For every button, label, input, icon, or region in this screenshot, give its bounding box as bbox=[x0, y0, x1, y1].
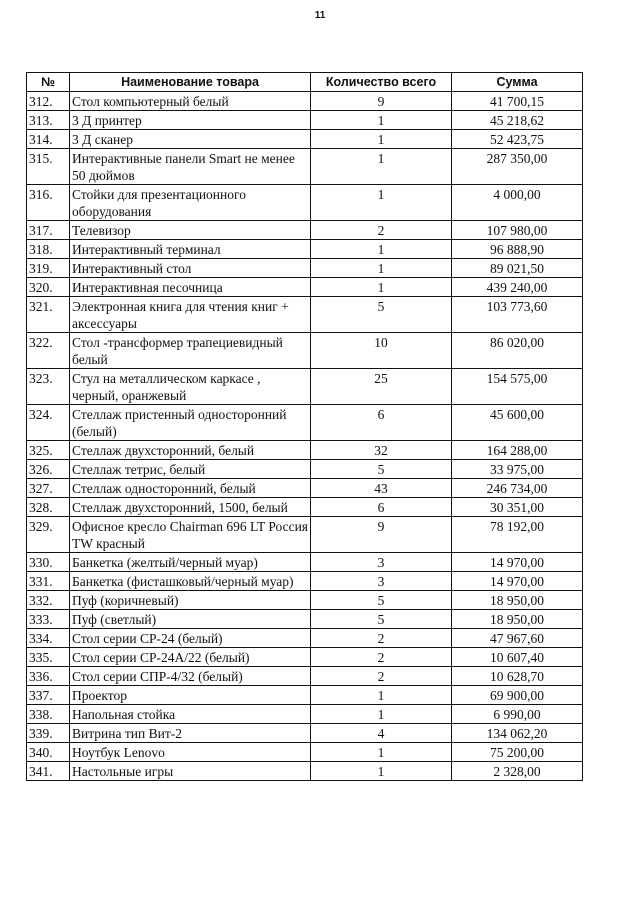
page-number: 11 bbox=[314, 10, 326, 21]
row-quantity: 5 bbox=[311, 591, 452, 610]
row-number: 336. bbox=[27, 667, 70, 686]
table-row bbox=[27, 517, 583, 553]
row-product-name: Электронная книга для чтения книг + аксессуары bbox=[70, 297, 311, 333]
row-product-name: Проектор bbox=[70, 686, 311, 705]
row-product-name: Стойки для презентационного оборудования bbox=[70, 185, 311, 221]
table-row bbox=[27, 743, 583, 762]
table-body bbox=[27, 92, 583, 781]
row-number: 333. bbox=[27, 610, 70, 629]
row-product-name: Стол серии СПР-4/32 (белый) bbox=[70, 667, 311, 686]
table-row bbox=[27, 92, 583, 111]
row-product-name: Стол -трансформер трапециевидный белый bbox=[70, 333, 311, 369]
row-quantity: 43 bbox=[311, 479, 452, 498]
row-quantity: 1 bbox=[311, 705, 452, 724]
row-number: 323. bbox=[27, 369, 70, 405]
row-product-name: 3 Д сканер bbox=[70, 130, 311, 149]
inventory-table bbox=[26, 72, 583, 781]
row-sum: 45 600,00 bbox=[452, 405, 583, 441]
row-sum: 14 970,00 bbox=[452, 553, 583, 572]
row-product-name: Стол серии СР-24А/22 (белый) bbox=[70, 648, 311, 667]
table-row bbox=[27, 629, 583, 648]
row-product-name: Ноутбук Lenovo bbox=[70, 743, 311, 762]
table-row bbox=[27, 185, 583, 221]
row-product-name: Стол серии СР-24 (белый) bbox=[70, 629, 311, 648]
row-sum: 86 020,00 bbox=[452, 333, 583, 369]
row-quantity: 1 bbox=[311, 185, 452, 221]
row-number: 339. bbox=[27, 724, 70, 743]
row-sum: 30 351,00 bbox=[452, 498, 583, 517]
row-quantity: 3 bbox=[311, 553, 452, 572]
row-quantity: 5 bbox=[311, 460, 452, 479]
row-product-name: Стеллаж пристенный односторонний (белый) bbox=[70, 405, 311, 441]
row-quantity: 2 bbox=[311, 629, 452, 648]
table-row bbox=[27, 498, 583, 517]
row-quantity: 1 bbox=[311, 130, 452, 149]
table-row bbox=[27, 369, 583, 405]
header-number: № bbox=[27, 73, 70, 92]
row-sum: 439 240,00 bbox=[452, 278, 583, 297]
header-product-name: Наименование товара bbox=[70, 73, 311, 92]
table-row bbox=[27, 333, 583, 369]
table-row bbox=[27, 221, 583, 240]
table-row bbox=[27, 460, 583, 479]
table-row bbox=[27, 648, 583, 667]
row-product-name: Стеллаж тетрис, белый bbox=[70, 460, 311, 479]
row-product-name: Интерактивный стол bbox=[70, 259, 311, 278]
row-number: 338. bbox=[27, 705, 70, 724]
row-sum: 103 773,60 bbox=[452, 297, 583, 333]
row-product-name: Интерактивные панели Smart не менее 50 дюймов bbox=[70, 149, 311, 185]
row-product-name: Настольные игры bbox=[70, 762, 311, 781]
table-header-row bbox=[27, 73, 583, 92]
table-row bbox=[27, 553, 583, 572]
table-row bbox=[27, 240, 583, 259]
row-sum: 134 062,20 bbox=[452, 724, 583, 743]
table-row bbox=[27, 686, 583, 705]
row-quantity: 1 bbox=[311, 240, 452, 259]
row-sum: 18 950,00 bbox=[452, 610, 583, 629]
table-row bbox=[27, 610, 583, 629]
row-product-name: Стул на металлическом каркасе , черный, оранжевый bbox=[70, 369, 311, 405]
table-row bbox=[27, 705, 583, 724]
row-quantity: 9 bbox=[311, 517, 452, 553]
row-sum: 75 200,00 bbox=[452, 743, 583, 762]
row-number: 340. bbox=[27, 743, 70, 762]
table-row bbox=[27, 297, 583, 333]
table-row bbox=[27, 405, 583, 441]
row-quantity: 1 bbox=[311, 762, 452, 781]
row-product-name: Напольная стойка bbox=[70, 705, 311, 724]
row-quantity: 4 bbox=[311, 724, 452, 743]
table-row bbox=[27, 278, 583, 297]
row-product-name: Стол компьютерный белый bbox=[70, 92, 311, 111]
row-number: 317. bbox=[27, 221, 70, 240]
row-sum: 164 288,00 bbox=[452, 441, 583, 460]
header-quantity: Количество всего bbox=[311, 73, 452, 92]
row-number: 315. bbox=[27, 149, 70, 185]
row-sum: 246 734,00 bbox=[452, 479, 583, 498]
row-product-name: Интерактивный терминал bbox=[70, 240, 311, 259]
row-number: 318. bbox=[27, 240, 70, 259]
row-quantity: 3 bbox=[311, 572, 452, 591]
table-row bbox=[27, 441, 583, 460]
row-quantity: 5 bbox=[311, 610, 452, 629]
row-product-name: Пуф (светлый) bbox=[70, 610, 311, 629]
table-row bbox=[27, 479, 583, 498]
row-sum: 47 967,60 bbox=[452, 629, 583, 648]
table-row bbox=[27, 572, 583, 591]
table-row bbox=[27, 149, 583, 185]
row-number: 334. bbox=[27, 629, 70, 648]
row-number: 321. bbox=[27, 297, 70, 333]
row-number: 327. bbox=[27, 479, 70, 498]
row-sum: 33 975,00 bbox=[452, 460, 583, 479]
row-quantity: 1 bbox=[311, 111, 452, 130]
row-number: 312. bbox=[27, 92, 70, 111]
row-product-name: Банкетка (желтый/черный муар) bbox=[70, 553, 311, 572]
row-sum: 18 950,00 bbox=[452, 591, 583, 610]
row-quantity: 2 bbox=[311, 667, 452, 686]
row-number: 326. bbox=[27, 460, 70, 479]
row-sum: 41 700,15 bbox=[452, 92, 583, 111]
table-row bbox=[27, 667, 583, 686]
table-row bbox=[27, 259, 583, 278]
row-number: 341. bbox=[27, 762, 70, 781]
row-sum: 10 607,40 bbox=[452, 648, 583, 667]
row-product-name: Пуф (коричневый) bbox=[70, 591, 311, 610]
row-number: 325. bbox=[27, 441, 70, 460]
row-product-name: Банкетка (фисташковый/черный муар) bbox=[70, 572, 311, 591]
row-product-name: Стеллаж двухсторонний, 1500, белый bbox=[70, 498, 311, 517]
row-number: 313. bbox=[27, 111, 70, 130]
row-quantity: 32 bbox=[311, 441, 452, 460]
row-quantity: 2 bbox=[311, 221, 452, 240]
row-number: 324. bbox=[27, 405, 70, 441]
row-number: 328. bbox=[27, 498, 70, 517]
row-sum: 6 990,00 bbox=[452, 705, 583, 724]
row-product-name: Офисное кресло Chairman 696 LT Россия TW красный bbox=[70, 517, 311, 553]
table-row bbox=[27, 591, 583, 610]
row-sum: 10 628,70 bbox=[452, 667, 583, 686]
row-number: 329. bbox=[27, 517, 70, 553]
row-quantity: 2 bbox=[311, 648, 452, 667]
row-sum: 2 328,00 bbox=[452, 762, 583, 781]
row-number: 337. bbox=[27, 686, 70, 705]
row-sum: 14 970,00 bbox=[452, 572, 583, 591]
row-product-name: Интерактивная песочница bbox=[70, 278, 311, 297]
row-sum: 89 021,50 bbox=[452, 259, 583, 278]
row-sum: 154 575,00 bbox=[452, 369, 583, 405]
row-number: 316. bbox=[27, 185, 70, 221]
row-sum: 45 218,62 bbox=[452, 111, 583, 130]
row-quantity: 5 bbox=[311, 297, 452, 333]
row-number: 332. bbox=[27, 591, 70, 610]
row-number: 322. bbox=[27, 333, 70, 369]
row-quantity: 9 bbox=[311, 92, 452, 111]
row-number: 330. bbox=[27, 553, 70, 572]
table-row bbox=[27, 762, 583, 781]
row-quantity: 1 bbox=[311, 278, 452, 297]
table-row bbox=[27, 724, 583, 743]
row-quantity: 1 bbox=[311, 259, 452, 278]
row-sum: 52 423,75 bbox=[452, 130, 583, 149]
row-sum: 107 980,00 bbox=[452, 221, 583, 240]
row-number: 335. bbox=[27, 648, 70, 667]
row-product-name: Витрина тип Вит-2 bbox=[70, 724, 311, 743]
table-row bbox=[27, 111, 583, 130]
row-product-name: 3 Д принтер bbox=[70, 111, 311, 130]
row-number: 319. bbox=[27, 259, 70, 278]
row-quantity: 10 bbox=[311, 333, 452, 369]
row-product-name: Стеллаж двухсторонний, белый bbox=[70, 441, 311, 460]
row-sum: 96 888,90 bbox=[452, 240, 583, 259]
row-product-name: Телевизор bbox=[70, 221, 311, 240]
row-quantity: 1 bbox=[311, 149, 452, 185]
header-sum: Сумма bbox=[452, 73, 583, 92]
row-number: 320. bbox=[27, 278, 70, 297]
row-product-name: Стеллаж односторонний, белый bbox=[70, 479, 311, 498]
row-quantity: 6 bbox=[311, 498, 452, 517]
table-row bbox=[27, 130, 583, 149]
row-sum: 287 350,00 bbox=[452, 149, 583, 185]
row-quantity: 1 bbox=[311, 686, 452, 705]
row-quantity: 1 bbox=[311, 743, 452, 762]
row-sum: 4 000,00 bbox=[452, 185, 583, 221]
row-quantity: 6 bbox=[311, 405, 452, 441]
row-sum: 69 900,00 bbox=[452, 686, 583, 705]
row-number: 314. bbox=[27, 130, 70, 149]
row-quantity: 25 bbox=[311, 369, 452, 405]
row-number: 331. bbox=[27, 572, 70, 591]
row-sum: 78 192,00 bbox=[452, 517, 583, 553]
